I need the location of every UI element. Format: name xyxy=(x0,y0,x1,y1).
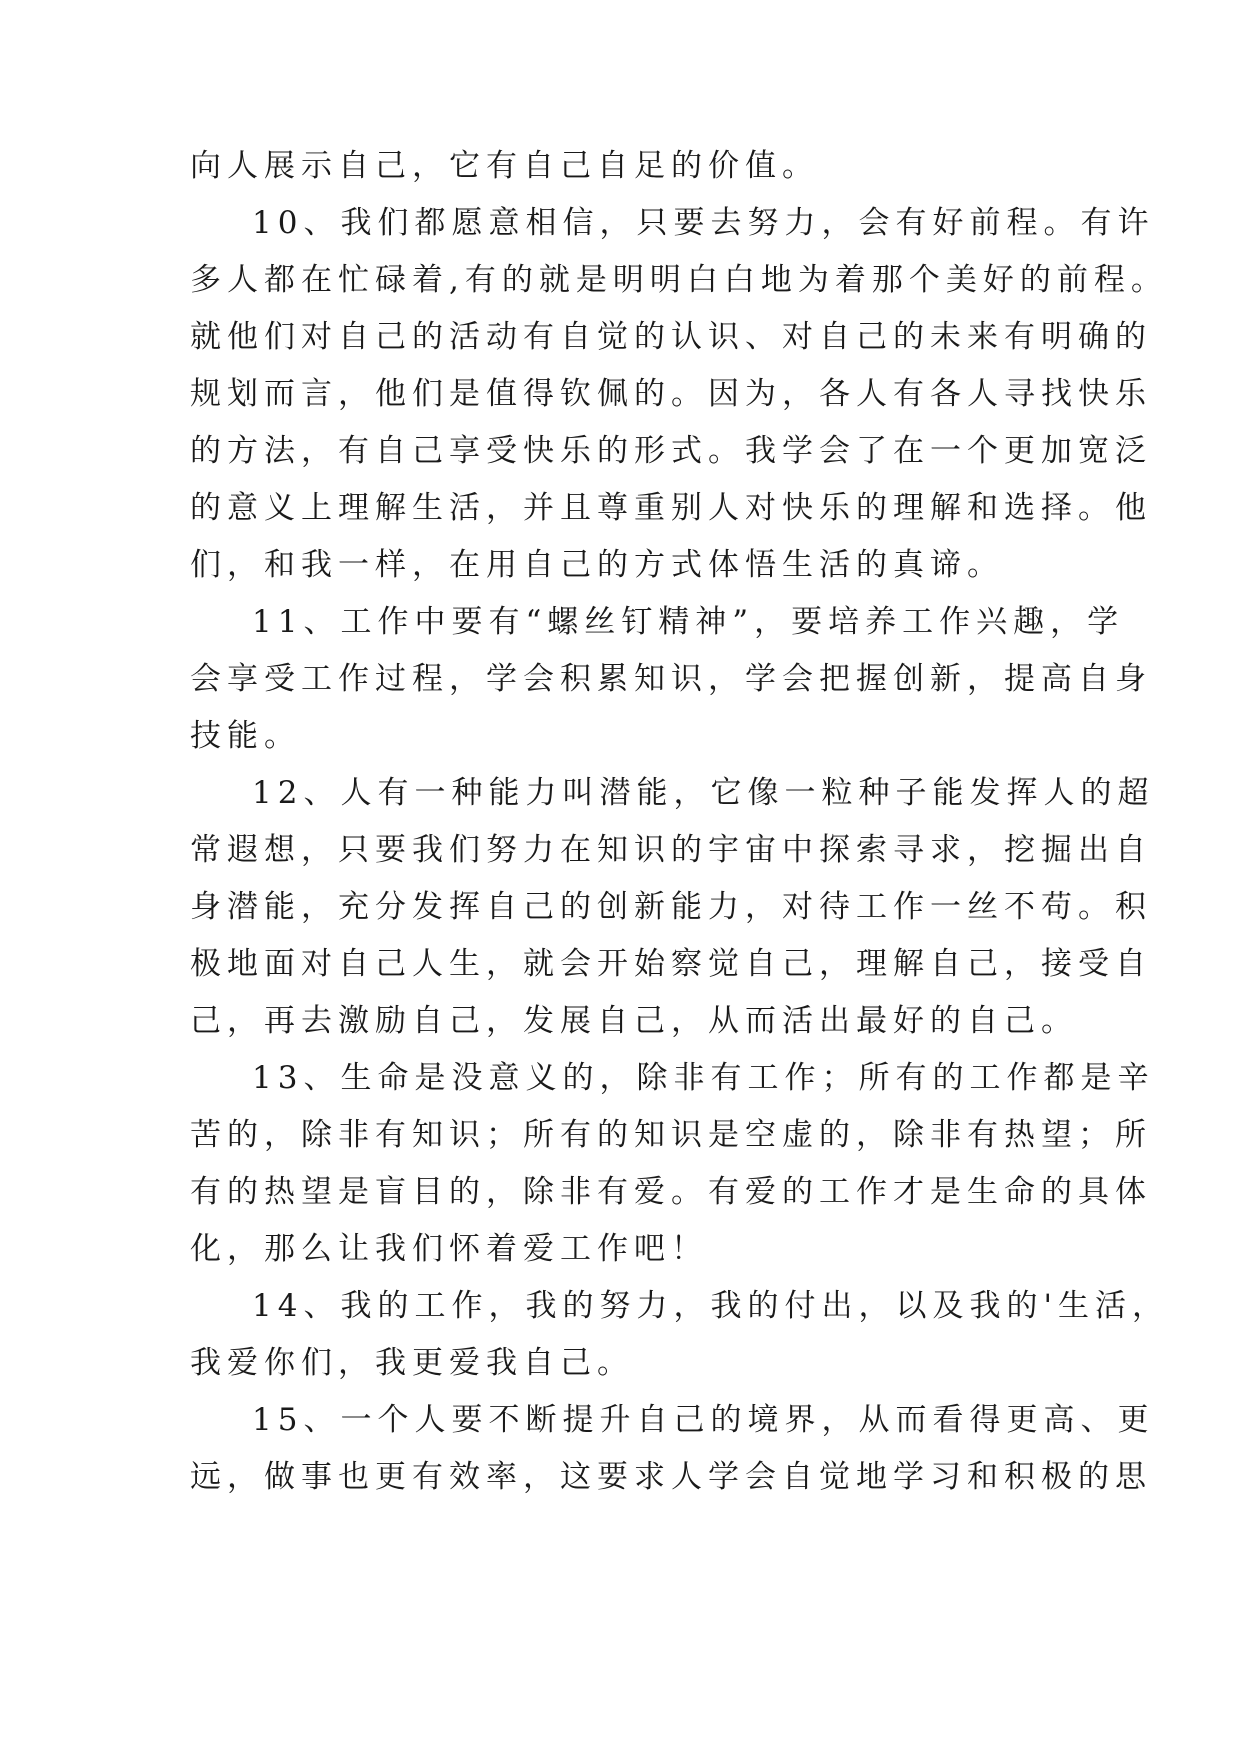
text-line: 会享受工作过程，学会积累知识，学会把握创新，提高自身 xyxy=(190,661,1152,697)
text-line: 己，再去激励自己，发展自己，从而活出最好的自己。 xyxy=(190,1003,1078,1039)
text-line: 身潜能，充分发挥自己的创新能力，对待工作一丝不苟。积 xyxy=(190,889,1152,925)
text-line: 13、生命是没意义的，除非有工作；所有的工作都是辛 xyxy=(252,1060,1155,1096)
text-line: 14、我的工作，我的努力，我的付出，以及我的'生活， xyxy=(252,1288,1169,1324)
text-line: 有的热望是盲目的，除非有爱。有爱的工作才是生命的具体 xyxy=(190,1174,1152,1210)
text-line: 12、人有一种能力叫潜能，它像一粒种子能发挥人的超 xyxy=(252,775,1155,811)
text-line: 向人展示自己，它有自己自足的价值。 xyxy=(190,148,819,184)
text-line: 技能。 xyxy=(190,718,301,754)
text-line: 多人都在忙碌着,有的就是明明白白地为着那个美好的前程。 xyxy=(190,262,1168,298)
text-line: 的意义上理解生活，并且尊重别人对快乐的理解和选择。他 xyxy=(190,490,1152,526)
text-line: 15、一个人要不断提升自己的境界，从而看得更高、更 xyxy=(252,1402,1155,1438)
text-line: 的方法，有自己享受快乐的形式。我学会了在一个更加宽泛 xyxy=(190,433,1152,469)
text-line: 化，那么让我们怀着爱工作吧！ xyxy=(190,1231,708,1267)
text-line: 10、我们都愿意相信，只要去努力，会有好前程。有许 xyxy=(252,205,1155,241)
text-line: 苦的，除非有知识；所有的知识是空虚的，除非有热望；所 xyxy=(190,1117,1152,1153)
text-line: 常遐想，只要我们努力在知识的宇宙中探索寻求，挖掘出自 xyxy=(190,832,1152,868)
text-line: 我爱你们，我更爱我自己。 xyxy=(190,1345,634,1381)
text-line: 11、工作中要有“螺丝钉精神”，要培养工作兴趣，学 xyxy=(252,604,1125,640)
text-line: 就他们对自己的活动有自觉的认识、对自己的未来有明确的 xyxy=(190,319,1152,355)
text-line: 极地面对自己人生，就会开始察觉自己，理解自己，接受自 xyxy=(190,946,1152,982)
text-line: 们，和我一样，在用自己的方式体悟生活的真谛。 xyxy=(190,547,1004,583)
text-line: 远，做事也更有效率，这要求人学会自觉地学习和积极的思 xyxy=(190,1459,1152,1495)
text-line: 规划而言，他们是值得钦佩的。因为，各人有各人寻找快乐 xyxy=(190,376,1152,412)
